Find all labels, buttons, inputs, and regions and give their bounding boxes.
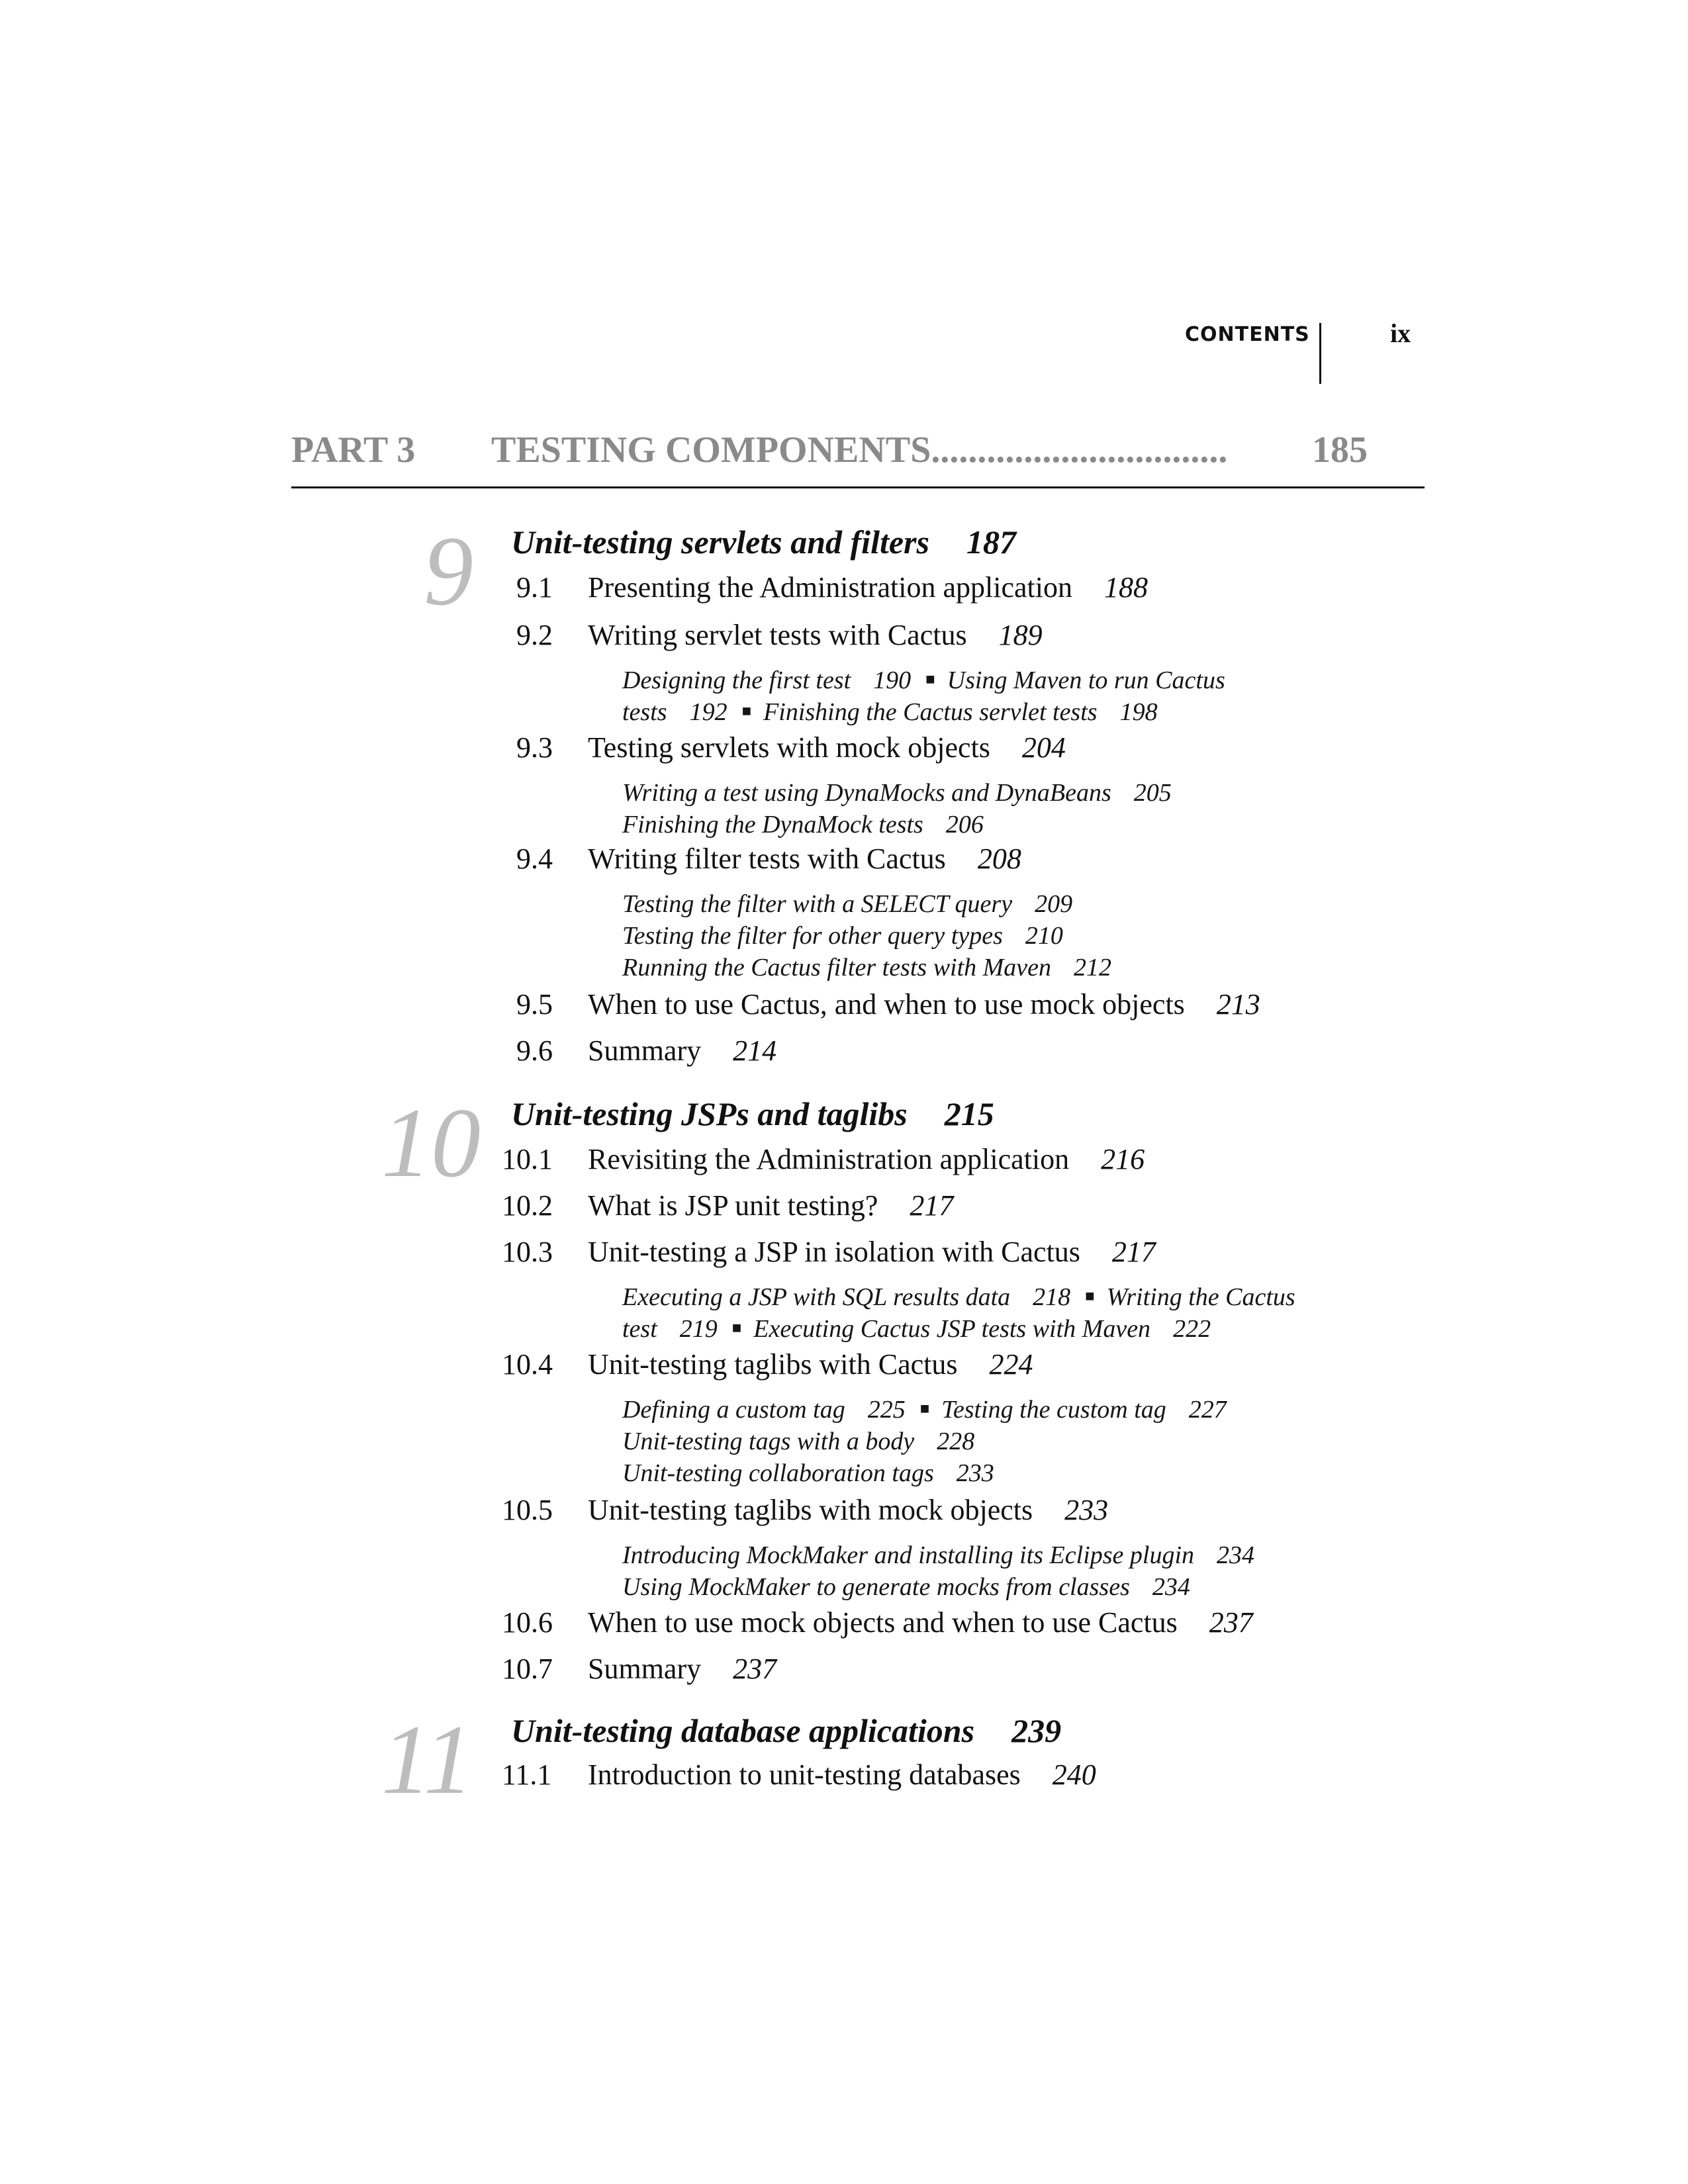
part-leader: ................................ — [931, 430, 1228, 471]
subsection-line — [622, 666, 1225, 695]
section-title: Unit-testing taglibs with mock objects — [588, 1494, 1033, 1526]
section-number: 9.3 — [516, 731, 553, 764]
page-folio: ix — [1390, 318, 1411, 348]
section-title: When to use Cactus, and when to use mock objects — [588, 988, 1185, 1021]
section-title: Introduction to unit-testing databases — [588, 1758, 1021, 1791]
section-title: Unit-testing taglibs with Cactus — [588, 1348, 958, 1381]
section-title: Writing servlet tests with Cactus — [588, 619, 967, 651]
subsection-page: 234 — [1217, 1541, 1255, 1569]
section-entry[interactable] — [588, 1652, 776, 1686]
section-page: 237 — [733, 1653, 777, 1685]
section-entry[interactable] — [588, 618, 1043, 652]
subsection-title[interactable]: Testing the custom tag — [941, 1396, 1166, 1424]
subsection-title[interactable]: Unit-testing collaboration tags — [622, 1459, 934, 1487]
header-divider — [1319, 323, 1321, 384]
section-page: 188 — [1104, 571, 1148, 604]
subsection-title[interactable]: Testing the filter with a SELECT query — [622, 890, 1013, 918]
section-number: 10.7 — [502, 1653, 553, 1685]
section-page: 237 — [1209, 1606, 1253, 1639]
subsection-title[interactable]: Testing the filter for other query types — [622, 922, 1003, 950]
section-page: 204 — [1021, 731, 1066, 764]
section-entry[interactable] — [588, 842, 1021, 876]
subsection-page: 222 — [1173, 1315, 1211, 1343]
subsection-page: 228 — [937, 1428, 975, 1455]
subsection-title[interactable]: Using Maven to run Cactus — [947, 666, 1225, 694]
subsection-title[interactable]: Writing a test using DynaMocks and DynaBeans — [622, 779, 1111, 807]
subsection-title[interactable]: Finishing the Cactus servlet tests — [763, 698, 1098, 726]
section-page: 213 — [1216, 988, 1260, 1021]
section-number: 10.1 — [502, 1143, 553, 1175]
section-number: 9.5 — [516, 988, 553, 1021]
chapter-page: 187 — [966, 523, 1016, 561]
section-page: 208 — [977, 842, 1021, 875]
subsection-page: 234 — [1152, 1573, 1190, 1601]
section-title: When to use mock objects and when to use Cactus — [588, 1606, 1178, 1639]
subsection-title[interactable]: Designing the first test — [622, 666, 851, 694]
section-number: 10.4 — [502, 1348, 553, 1381]
subsection-line — [622, 1314, 1225, 1343]
subsection-page: 225 — [867, 1396, 906, 1424]
subsection-line — [622, 1395, 1241, 1424]
part-title-text: TESTING COMPONENTS — [491, 430, 931, 471]
subsection-page: 192 — [689, 698, 727, 726]
section-title: Summary — [588, 1653, 702, 1685]
section-number: 11.1 — [502, 1758, 552, 1791]
section-entry[interactable] — [588, 1493, 1108, 1527]
subsection-title[interactable]: test — [622, 1315, 657, 1343]
section-title: Unit-testing a JSP in isolation with Cactus — [588, 1236, 1080, 1268]
section-page: 240 — [1052, 1758, 1096, 1791]
subsection-page: 233 — [956, 1459, 994, 1487]
subsection-line — [622, 698, 1172, 727]
subsection-line — [622, 1283, 1295, 1312]
section-page: 217 — [1111, 1236, 1156, 1268]
section-entry[interactable] — [588, 1142, 1145, 1176]
subsection-title[interactable]: Writing the Cactus — [1106, 1283, 1295, 1311]
chapter-page: 215 — [944, 1095, 994, 1132]
section-number: 9.1 — [516, 571, 553, 604]
subsection-page: 227 — [1188, 1396, 1227, 1424]
chapter-number: 10 — [381, 1088, 481, 1198]
chapter-title[interactable] — [511, 523, 1016, 561]
section-entry[interactable] — [588, 1034, 776, 1068]
bullet-separator-icon: ■ — [731, 1320, 742, 1337]
chapter-title-text: Unit-testing database applications — [511, 1712, 975, 1749]
part-label — [291, 429, 415, 471]
subsection-title[interactable]: tests — [622, 698, 667, 726]
section-entry[interactable] — [588, 731, 1066, 764]
section-page: 217 — [910, 1189, 954, 1222]
subsection-page: 218 — [1033, 1283, 1071, 1311]
subsection-line — [622, 889, 1087, 919]
subsection-title[interactable]: Finishing the DynaMock tests — [622, 811, 923, 839]
section-number: 10.2 — [502, 1189, 553, 1222]
section-number: 10.3 — [502, 1236, 553, 1268]
subsection-page: 212 — [1074, 954, 1112, 981]
section-page: 224 — [989, 1348, 1033, 1381]
section-number: 10.6 — [502, 1606, 553, 1639]
chapter-title[interactable] — [511, 1095, 994, 1133]
part-title — [491, 429, 1227, 471]
chapter-title-text: Unit-testing JSPs and taglibs — [511, 1095, 908, 1132]
subsection-page: 219 — [679, 1315, 718, 1343]
subsection-title[interactable]: Defining a custom tag — [622, 1396, 845, 1424]
section-entry[interactable] — [588, 570, 1148, 604]
subsection-line — [622, 1459, 1009, 1488]
part-label-text: PART 3 — [291, 430, 416, 471]
section-number: 9.2 — [516, 619, 553, 651]
subsection-line — [622, 810, 998, 839]
section-entry[interactable] — [588, 1235, 1156, 1269]
subsection-page: 206 — [945, 811, 984, 839]
subsection-page: 190 — [873, 666, 912, 694]
subsection-line — [622, 1572, 1205, 1602]
section-number: 9.4 — [516, 842, 553, 875]
subsection-line — [622, 1541, 1269, 1570]
subsection-line — [622, 921, 1078, 950]
section-page: 216 — [1101, 1143, 1145, 1175]
chapter-title-text: Unit-testing servlets and filters — [511, 523, 929, 561]
section-title: What is JSP unit testing? — [588, 1189, 878, 1222]
bullet-separator-icon: ■ — [741, 703, 752, 720]
bullet-separator-icon: ■ — [1085, 1288, 1095, 1305]
subsection-line — [622, 953, 1126, 982]
section-title: Presenting the Administration application — [588, 571, 1072, 604]
section-number: 9.6 — [516, 1034, 553, 1067]
section-entry[interactable] — [588, 1347, 1033, 1381]
section-page: 214 — [733, 1034, 777, 1067]
section-number: 10.5 — [502, 1494, 553, 1526]
section-title: Summary — [588, 1034, 702, 1067]
bullet-separator-icon: ■ — [919, 1400, 930, 1418]
bullet-separator-icon: ■ — [925, 671, 935, 688]
subsection-page: 198 — [1119, 698, 1158, 726]
section-entry[interactable] — [588, 1606, 1253, 1639]
running-header-label: CONTENTS — [1185, 323, 1310, 346]
section-entry[interactable] — [588, 1189, 953, 1222]
chapter-page: 239 — [1011, 1712, 1062, 1749]
section-title: Writing filter tests with Cactus — [588, 842, 946, 875]
section-title: Testing servlets with mock objects — [588, 731, 990, 764]
subsection-page: 205 — [1133, 779, 1172, 807]
section-entry[interactable] — [588, 987, 1260, 1021]
part-rule — [291, 486, 1425, 488]
subsection-title[interactable]: Using MockMaker to generate mocks from classes — [622, 1573, 1130, 1601]
section-entry[interactable] — [588, 1758, 1096, 1792]
chapter-title[interactable] — [511, 1711, 1061, 1750]
subsection-page: 210 — [1025, 922, 1063, 950]
subsection-title[interactable]: Executing Cactus JSP tests with Maven — [753, 1315, 1151, 1343]
subsection-title[interactable]: Introducing MockMaker and installing its Eclipse plugin — [622, 1541, 1195, 1569]
chapter-number: 11 — [381, 1705, 473, 1815]
section-page: 233 — [1064, 1494, 1109, 1526]
subsection-title[interactable]: Unit-testing tags with a body — [622, 1428, 915, 1455]
subsection-title[interactable]: Running the Cactus filter tests with Maven — [622, 954, 1052, 981]
section-page: 189 — [998, 619, 1043, 651]
section-title: Revisiting the Administration application — [588, 1143, 1070, 1175]
chapter-number: 9 — [424, 516, 473, 626]
subsection-page: 209 — [1035, 890, 1073, 918]
subsection-title[interactable]: Executing a JSP with SQL results data — [622, 1283, 1011, 1311]
subsection-line — [622, 778, 1186, 807]
part-page: 185 — [1312, 430, 1368, 471]
subsection-line — [622, 1427, 989, 1456]
